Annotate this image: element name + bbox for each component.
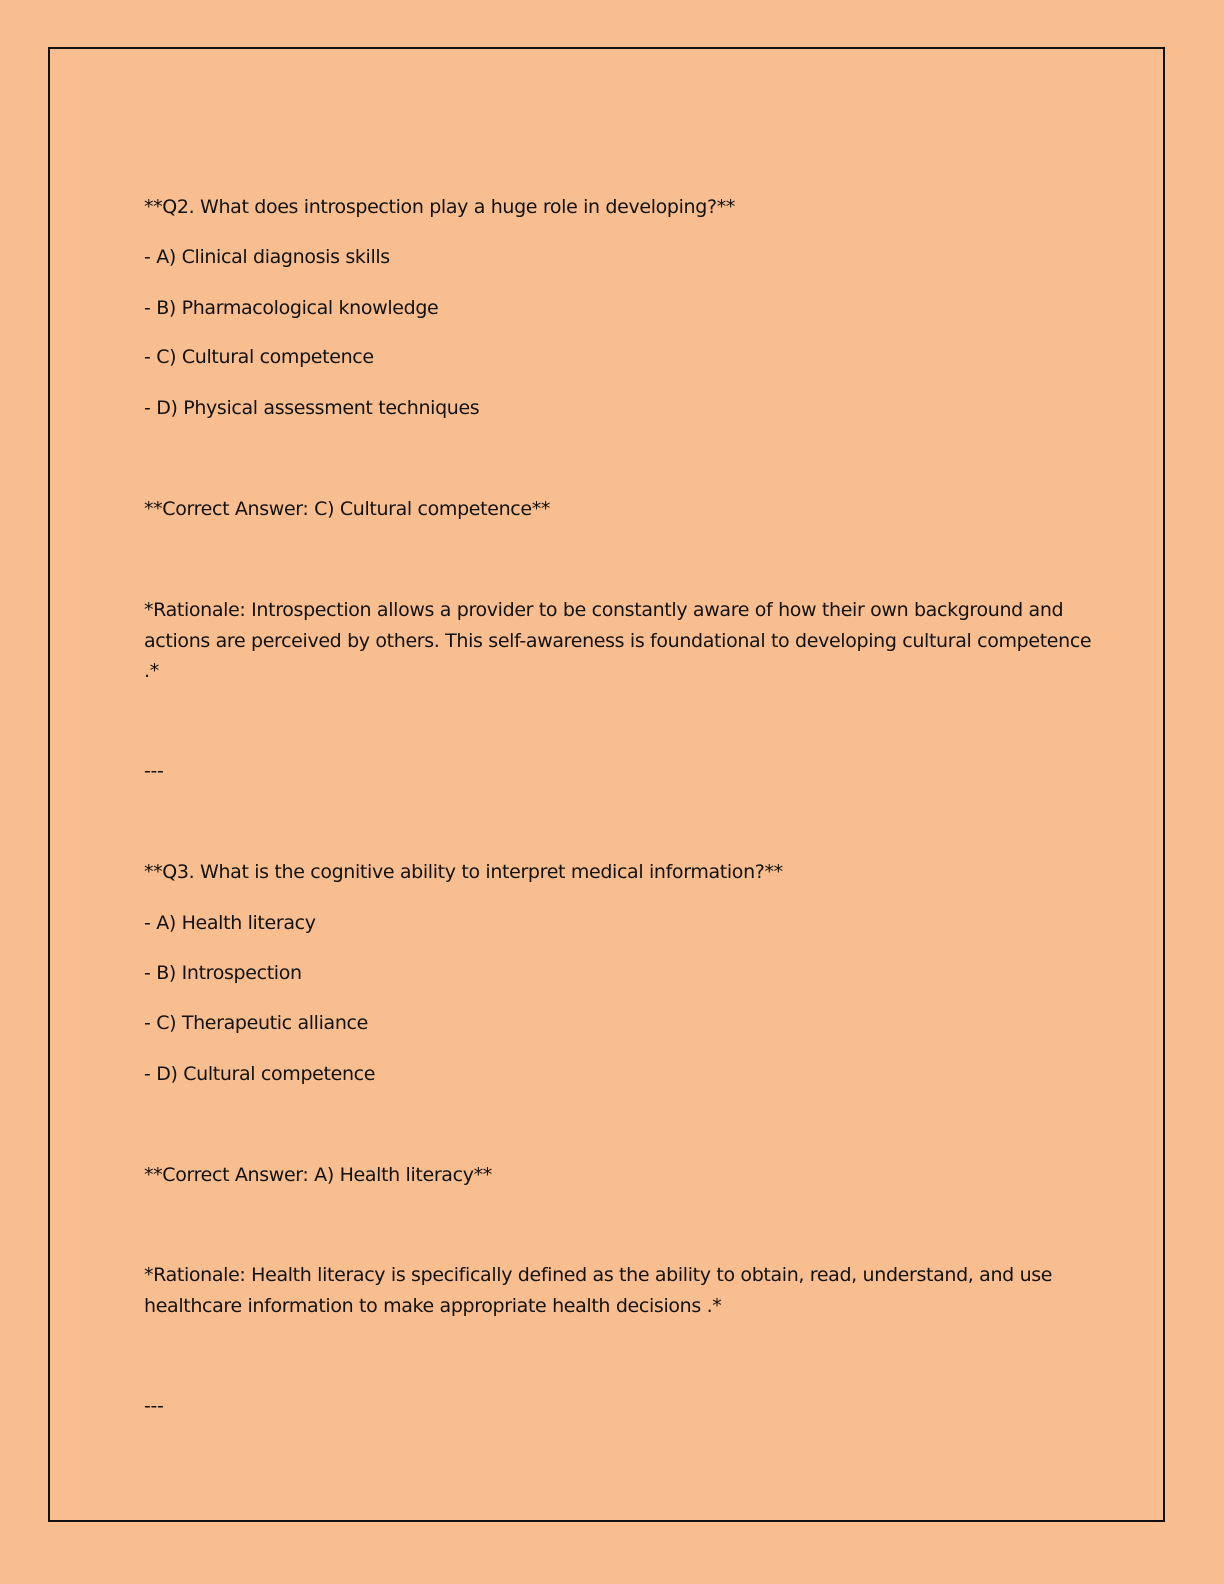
question-2-text: **Q2. What does introspection play a huge role in developing?**	[144, 196, 735, 218]
q3-rationale-line-1: *Rationale: Health literacy is specifically defined as the ability to obtain, read, understand, and use	[144, 1264, 1053, 1286]
separator: ---	[144, 760, 164, 782]
q3-option-c: - C) Therapeutic alliance	[144, 1012, 368, 1034]
q3-rationale-line-2: healthcare information to make appropriate health decisions .*	[144, 1295, 722, 1317]
q3-option-a: - A) Health literacy	[144, 912, 316, 934]
question-3-text: **Q3. What is the cognitive ability to interpret medical information?**	[144, 861, 783, 883]
q2-correct-answer: **Correct Answer: C) Cultural competence**	[144, 498, 550, 520]
q2-option-a: - A) Clinical diagnosis skills	[144, 246, 390, 268]
q3-option-b: - B) Introspection	[144, 962, 302, 984]
q3-correct-answer: **Correct Answer: A) Health literacy**	[144, 1164, 492, 1186]
q2-option-c: - C) Cultural competence	[144, 346, 374, 368]
separator: ---	[144, 1395, 164, 1417]
q2-rationale-line-1: *Rationale: Introspection allows a provider to be constantly aware of how their own background and	[144, 599, 1064, 621]
q2-rationale-line-2: actions are perceived by others. This self-awareness is foundational to developing cultural competence	[144, 630, 1092, 652]
q2-rationale-line-3: .*	[144, 660, 159, 682]
q3-option-d: - D) Cultural competence	[144, 1063, 376, 1085]
q2-option-d: - D) Physical assessment techniques	[144, 397, 480, 419]
q2-option-b: - B) Pharmacological knowledge	[144, 297, 439, 319]
